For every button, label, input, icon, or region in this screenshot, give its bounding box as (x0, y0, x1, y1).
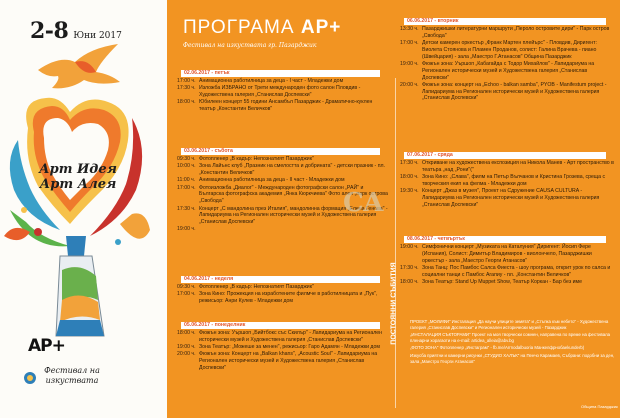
event-text: Зона Театър: „Можеше за менен", режисьор: Гаро Адамян - Младежки дом (199, 344, 380, 351)
tagline (38, 162, 118, 192)
event-text: Юбилеен концерт 55 години Ансамбъл Пазарджик - Драматично-куклен театър „Константин Величков" (199, 99, 373, 113)
event-item (400, 40, 615, 60)
event-item (177, 156, 389, 163)
day-header: 04.06.2017 - неделя (181, 276, 380, 283)
event-item (177, 99, 389, 113)
event-text: Концерт „Джаз в музея", Проект на Сдружение CAUSA CULTURA - Лапидариума на Регионален исторически музей и Художествена галерия „Станислав Доспевски" (422, 188, 600, 208)
event-item (177, 351, 389, 371)
event-time: 18:00 ч. (400, 278, 419, 285)
vertical-label-box (389, 240, 398, 390)
event-text: Фотоизложба „Диалог" - Международен фотографски салон „РАЙ" и Българска фотографска академия „Янка Кюркчиева" Фото алея „парк острова „Свобода" (199, 184, 388, 205)
event-text: Пазарджишки литературни маршрути „Пероло островите дири" - Парк остров „Свобода" (422, 26, 610, 39)
event-time: 11:00 ч. (177, 177, 196, 184)
event-text: Откриване на художествена експозиция на Никола Манев - Арт пространство в театъра „над „Рони"(" (422, 160, 614, 173)
event-item (400, 160, 615, 174)
tagline-line-2: Арт Алея (39, 177, 117, 192)
vertical-label: ПОСТОЯННИ СЪБИТИЯ (390, 262, 398, 345)
event-time: 20:00 ч. (400, 81, 419, 88)
event-time: 17:00 ч. (177, 78, 196, 84)
event-text: Детски камерен оркестър „Франк Мартен плейърс" - Пловдив, Диригент: Виолета Стоянова и Пламен Проданов, солист: Галина Врачева - пиано (Швейцария) - зала „Маестро Г.Атанасов" Община Пазарджик (422, 40, 597, 60)
festival-dates (30, 18, 122, 44)
dates-big: 2-8 (30, 18, 69, 44)
event-time: 19:00 ч. (400, 244, 419, 250)
event-time: 18:00 ч. (177, 330, 196, 336)
event-item (400, 279, 615, 286)
event-time: 17:00 ч. (177, 291, 196, 298)
event-item (400, 174, 615, 188)
event-text: Зона Лайънс клуб „Празник на смелостта и добрината" - детски празник - пл. „Константин Величков" (199, 163, 385, 177)
event-time: 18:00 ч. (400, 174, 419, 181)
event-text: Фюжън зона: концерт на „Echoo - balkan samba", PYOB - Manifestum project - Лапидариума на Регионален исторически музей и Художествена галерия „Станислав Доспевски" (422, 81, 607, 102)
event-text: Симфонични концерт „Музиката на Каталуния" Диригент: Йосип Фере (Испания), Солист: Димитър Владимиров - виолончело, Пазарджишки оркестър - зала „Маестро Георги Атанасов" (422, 244, 592, 264)
day-block (177, 70, 389, 113)
poster-left-panel (0, 0, 167, 418)
event-item (400, 244, 615, 264)
event-item (400, 188, 615, 208)
day-header: 07.06.2017 - сряда (404, 152, 606, 159)
day-block (400, 18, 615, 103)
event-text: Концерт „С мандолина през Италия", мандолинна формация „Елена Генова" - Лапидариума на Регионален исторически музей и Художествена галерия „Станислав Доспевски" (199, 205, 388, 226)
event-item (400, 82, 615, 102)
artwork-illustration (0, 0, 167, 418)
day-block (177, 322, 389, 372)
permanent-events (410, 319, 615, 366)
event-time: 19:00 ч. (400, 60, 419, 67)
event-time: 17:30 ч. (400, 264, 419, 271)
event-item (400, 26, 615, 40)
event-text: Анимационна работилница за деца - II част - Младежки дом (199, 177, 345, 184)
event-item (177, 344, 389, 351)
event-item (177, 330, 389, 344)
event-text: Зона Танц: Пос Памбос Салса Фиеста - шоу програма, открит урок по салса и социални танци с Памбос Агапиу - пл. „Константин Величков" (422, 264, 611, 278)
permanent-event: ПРОЕКТ „МОЛИФИ" Инсталация „Да научи улиците земята" и „Стъпка към небето" - Художествена галерия „Станислав Доспевски" и Регионален исторически музей - Пазарджик (410, 319, 609, 330)
event-time: 10:00 ч. (177, 163, 196, 170)
festival-logo: AP+ (28, 336, 65, 356)
event-time: 19:00 ч. (177, 226, 196, 233)
event-time: 17:00 ч. (177, 184, 196, 191)
day-header: 08.06.2017 - четвъртък (404, 236, 606, 243)
event-text: Зона Театър: Stand Up Muppet Show, Театър Коркан - Бар без име (422, 278, 582, 285)
event-item (177, 177, 389, 184)
event-text: Фюжън зона: Концерт на „Balkan khans", „Acoustic Soul" - Лапидариума на Регионален исторически музей и Художествена галерия „Станислав Доспевски" (199, 351, 378, 371)
event-item (177, 291, 389, 305)
program-title-text: ПРОГРАМА (183, 17, 295, 38)
day-header: 06.06.2017 - вторник (404, 18, 606, 25)
event-text: Анимационна работилница за деца - I част - Младежки дом (199, 78, 344, 84)
permanent-event: „ФОТО ЗОНА" Фотопленер „Инстаграм" - fb.me/Arrnodalbuoria Манкелфрнобаеkunderb) (410, 345, 585, 351)
event-time: 13:30 ч. (400, 26, 419, 32)
event-text: Фотопленер „В кадър: Непознатият Пазарджик" (199, 284, 314, 290)
event-text: Зона Кино: Прожекция на изработените филмче в работилницата и „Пук", режисьор: Анри Кулев - Младежки дом (199, 291, 378, 305)
event-time: 20:00 ч. (177, 351, 196, 358)
day-header: 02.06.2017 - петък (181, 70, 380, 77)
event-text (199, 226, 389, 233)
event-item (177, 78, 389, 85)
sponsor-label: Община Пазарджик (581, 404, 618, 409)
permanent-event: „ИНСТАЛАЦИЯ СЪКТОРАМИ" Проект на моя творчески сомнен, направена по време на фестивала пленарни хорагаоти на е-mail: artidea_alleia@abv.bg (410, 332, 610, 343)
event-time: 18:00 ч. (177, 99, 196, 106)
event-text: Изложба ИЗБРАНО от Трети международен фото салон Пловдив - Художествена галерия „Станислав Доспевски" (199, 85, 361, 99)
program-subtitle: Фестивал на изкуствата гр. Пазарджик (183, 42, 317, 49)
permanent-event: Изкусба приятни и камерни рисунки „СТУДИО ХАЛЪК" на Пенчо Карамаев, Събрани: подобни за ден, зала „Маестро Георги Атанасов" (410, 352, 615, 364)
watermark: СА (343, 188, 383, 218)
event-text: Фюжън зона: Уършоп „Кабагайда с Тодор Михайлов" - Лапидариума на Регионален исторически музей и Художествена галерия „Станислав Доспевски" (422, 60, 595, 81)
program-title-logo: AP+ (300, 17, 342, 38)
program-title (183, 17, 341, 39)
day-block (400, 152, 615, 209)
event-time: 19:30 ч. (400, 188, 419, 195)
event-time: 17:30 ч. (400, 160, 419, 166)
event-item (400, 61, 615, 81)
event-item (177, 85, 389, 99)
day-header: 05.06.2017 - понеделник (181, 322, 380, 329)
event-time: 17:30 ч. (177, 85, 196, 92)
event-time: 17:00 ч. (400, 40, 419, 47)
dates-small: Юни 2017 (73, 31, 122, 41)
day-header: 03.06.2017 - събота (181, 148, 380, 155)
event-time: 09:30 ч. (177, 284, 196, 290)
day-block (400, 236, 615, 286)
program-panel (167, 0, 620, 418)
day-block (177, 276, 389, 305)
festival-logo-subtitle: Фестивал на изкуствата (44, 366, 100, 385)
event-time: 17:30 ч. (177, 205, 196, 212)
event-item (177, 226, 389, 233)
event-text: Зона Кино: „Слава", филм на Петър Вълчанов и Кристина Грозева, среща с творческия екип на фелма - Младежки дом (422, 174, 606, 187)
event-item (177, 163, 389, 177)
tagline-line-1: Арт Идея (39, 162, 117, 177)
event-item (400, 265, 615, 279)
event-time: 19:00 ч. (177, 344, 196, 351)
event-text: Фотопленер „В кадър: Непознатият Пазарджик" (199, 156, 314, 162)
event-item (177, 284, 389, 291)
event-text: Фюжън зона: Уършоп „Бийтбокс със Скилър" - Лапидариума на Регионален исторически музей и Художествена галерия „Станислав Доспевски" (199, 330, 383, 343)
event-time: 09:30 ч. (177, 156, 196, 162)
